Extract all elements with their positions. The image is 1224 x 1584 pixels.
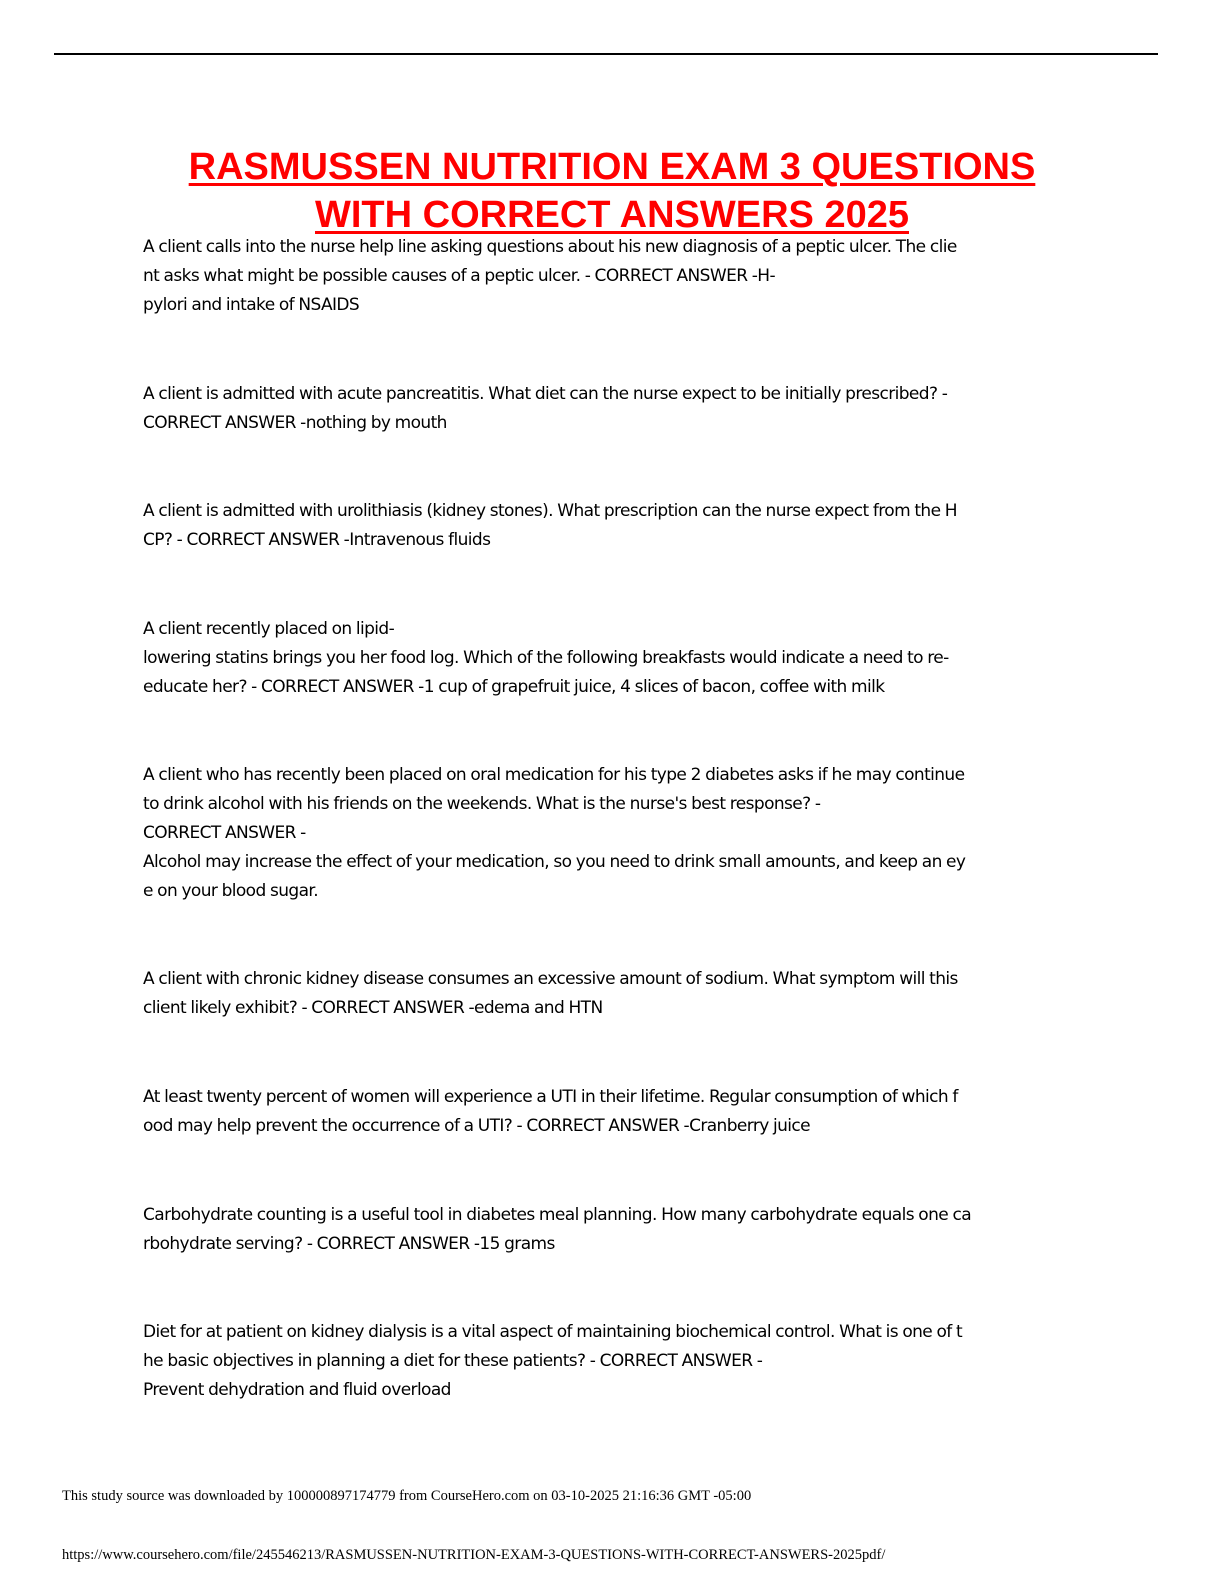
header-rule xyxy=(54,53,1158,55)
qa-line: A client with chronic kidney disease consumes an excessive amount of sodium. What symptom will this xyxy=(143,969,958,989)
qa-item-4 xyxy=(143,615,1078,702)
qa-line: lowering statins brings you her food log. Which of the following breakfasts would indicate a need to re- xyxy=(143,648,949,668)
qa-line: ood may help prevent the occurrence of a UTI? - CORRECT ANSWER -Cranberry juice xyxy=(143,1116,811,1136)
title-line-2: WITH CORRECT ANSWERS 2025 xyxy=(315,194,909,236)
qa-line: A client calls into the nurse help line asking questions about his new diagnosis of a peptic ulcer. The clie xyxy=(143,237,957,257)
qa-line: client likely exhibit? - CORRECT ANSWER -edema and HTN xyxy=(143,998,603,1018)
qa-line: nt asks what might be possible causes of a peptic ulcer. - CORRECT ANSWER -H- xyxy=(143,266,775,286)
qa-line: At least twenty percent of women will experience a UTI in their lifetime. Regular consumption of which f xyxy=(143,1087,958,1107)
qa-line: A client who has recently been placed on oral medication for his type 2 diabetes asks if he may continue xyxy=(143,765,965,785)
download-source-note: This study source was downloaded by 100000897174779 from CourseHero.com on 03-10-2025 21:16:36 GMT -05:00 xyxy=(62,1488,752,1504)
qa-line: Alcohol may increase the effect of your medication, so you need to drink small amounts, and keep an ey xyxy=(143,852,966,872)
qa-line: educate her? - CORRECT ANSWER -1 cup of grapefruit juice, 4 slices of bacon, coffee with milk xyxy=(143,677,885,697)
qa-line: Diet for at patient on kidney dialysis is a vital aspect of maintaining biochemical control. What is one of t xyxy=(143,1322,963,1342)
document-title xyxy=(60,143,1164,239)
qa-line: rbohydrate serving? - CORRECT ANSWER -15 grams xyxy=(143,1234,555,1254)
qa-item-5 xyxy=(143,761,1078,906)
qa-item-7 xyxy=(143,1083,1078,1141)
qa-item-2 xyxy=(143,380,1078,438)
title-line-1: RASMUSSEN NUTRITION EXAM 3 QUESTIONS xyxy=(188,146,1036,188)
qa-line: Carbohydrate counting is a useful tool in diabetes meal planning. How many carbohydrate equals one ca xyxy=(143,1205,972,1225)
qa-line: e on your blood sugar. xyxy=(143,881,319,901)
qa-line: Prevent dehydration and fluid overload xyxy=(143,1380,451,1400)
qa-line: CORRECT ANSWER - xyxy=(143,823,306,843)
qa-item-3 xyxy=(143,497,1078,555)
qa-line: CORRECT ANSWER -nothing by mouth xyxy=(143,413,447,433)
qa-item-1 xyxy=(143,233,1078,320)
qa-line: he basic objectives in planning a diet for these patients? - CORRECT ANSWER - xyxy=(143,1351,763,1371)
source-url: https://www.coursehero.com/file/245546213/RASMUSSEN-NUTRITION-EXAM-3-QUESTIONS-WITH-CORRECT-ANSWERS-2025pdf/ xyxy=(62,1547,886,1563)
qa-line: A client is admitted with urolithiasis (kidney stones). What prescription can the nurse expect from the H xyxy=(143,501,957,521)
qa-item-8 xyxy=(143,1201,1078,1259)
qa-line: A client is admitted with acute pancreatitis. What diet can the nurse expect to be initially prescribed? - xyxy=(143,384,948,404)
qa-line: A client recently placed on lipid- xyxy=(143,619,395,639)
qa-line: pylori and intake of NSAIDS xyxy=(143,295,360,315)
qa-item-6 xyxy=(143,965,1078,1023)
qa-line: to drink alcohol with his friends on the weekends. What is the nurse's best response? - xyxy=(143,794,821,814)
qa-line: CP? - CORRECT ANSWER -Intravenous fluids xyxy=(143,530,491,550)
qa-item-9 xyxy=(143,1318,1078,1405)
